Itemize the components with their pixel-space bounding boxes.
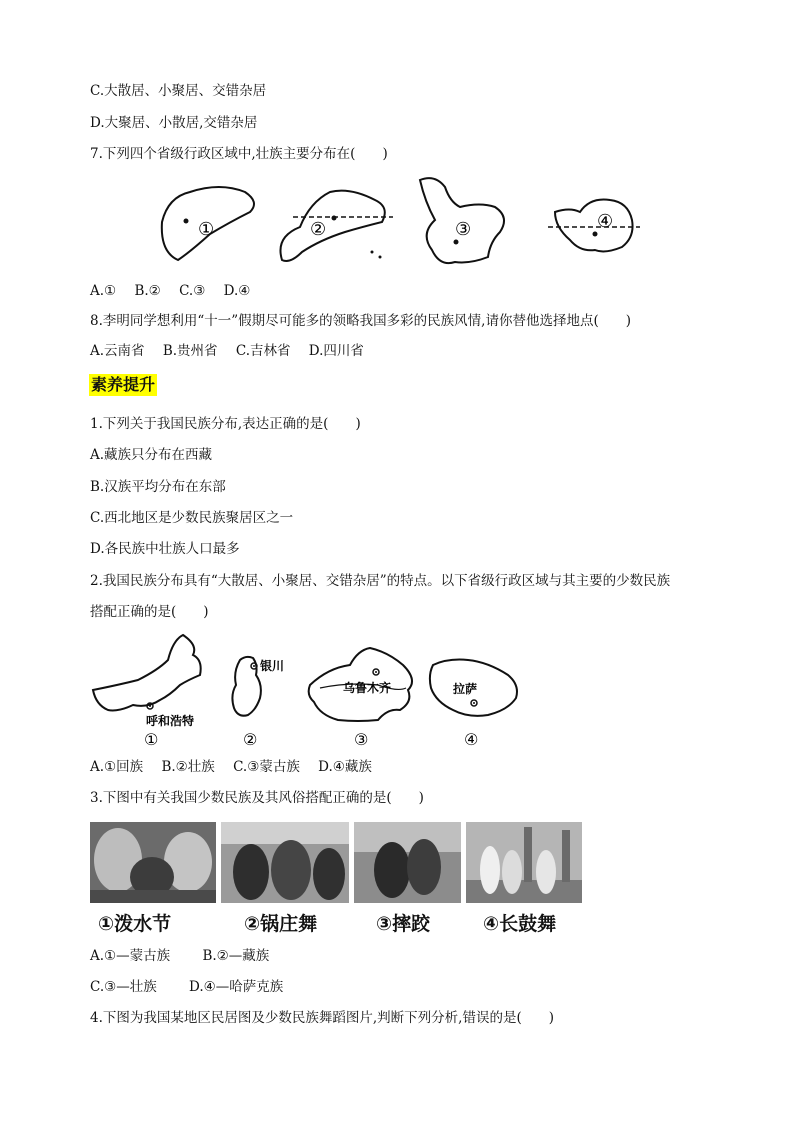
q7-option-a[interactable]: A.① — [90, 283, 117, 299]
option-d-prev: D.大聚居、小散居,交错杂居 — [90, 115, 258, 131]
question-8-options — [90, 342, 378, 360]
q3-caption-1: ①泼水节 — [98, 913, 172, 935]
q2-map-2-city-dot-inner — [253, 665, 255, 667]
q3-option-c[interactable]: C.③—壮族 — [90, 979, 157, 995]
q1-option-b[interactable]: B.汉族平均分布在东部 — [90, 479, 226, 495]
q2-map-3-city-label: 乌鲁木齐 — [343, 681, 392, 695]
q7-map-2-outline — [280, 191, 384, 261]
q1-option-c[interactable]: C.西北地区是少数民族聚居区之一 — [90, 510, 294, 526]
q1-option-d[interactable]: D.各民族中壮族人口最多 — [90, 541, 240, 557]
question-3-stem: 3.下图中有关我国少数民族及其风俗搭配正确的是( ) — [90, 790, 424, 806]
q7-province-maps — [150, 172, 650, 272]
q2-map-3-number: ③ — [354, 730, 369, 749]
question-7-options — [90, 282, 264, 300]
q8-option-b[interactable]: B.贵州省 — [162, 343, 218, 359]
q3-photo-2 — [221, 822, 349, 903]
q2-option-b[interactable]: B.②壮族 — [161, 759, 215, 775]
q8-option-d[interactable]: D.四川省 — [308, 343, 364, 359]
q1-option-a[interactable]: A.藏族只分布在西藏 — [90, 447, 213, 463]
q3-photo-3 — [354, 822, 461, 903]
q7-map-4-label: ④ — [597, 211, 614, 232]
q3-option-d[interactable]: D.④—哈萨克族 — [189, 979, 284, 995]
question-3-options-line2 — [90, 978, 297, 996]
q7-map-1-dot — [184, 219, 189, 224]
question-4-stem: 4.下图为我国某地区民居图及少数民族舞蹈图片,判断下列分析,错误的是( ) — [90, 1010, 554, 1026]
q2-map-3-city-dot-inner — [375, 671, 377, 673]
q7-map-2-island-1 — [371, 251, 374, 254]
q3-caption-3: ③摔跤 — [376, 913, 431, 935]
q7-map-2-dot — [332, 216, 337, 221]
question-8-stem: 8.李明同学想利用“十一”假期尽可能多的领略我国多彩的民族风情,请你替他选择地点( ) — [90, 313, 632, 329]
question-2-stem-line2: 搭配正确的是( ) — [90, 604, 209, 620]
question-3-options-line1 — [90, 947, 283, 965]
photo-long-drum-dance-image — [466, 822, 582, 903]
q3-photo-4 — [466, 822, 582, 903]
q2-province-maps — [88, 630, 528, 750]
q7-map-4-outline — [555, 200, 633, 252]
q2-option-d[interactable]: D.④藏族 — [318, 759, 372, 775]
q8-option-a[interactable]: A.云南省 — [90, 343, 145, 359]
q2-map-4-number: ④ — [464, 730, 479, 749]
q7-map-3-dot — [454, 240, 459, 245]
q8-option-c[interactable]: C.吉林省 — [235, 343, 291, 359]
q7-map-4-dot — [593, 232, 598, 237]
q2-map-1-outline — [93, 635, 201, 710]
q7-option-c[interactable]: C.③ — [179, 283, 206, 299]
q2-option-c[interactable]: C.③蒙古族 — [233, 759, 300, 775]
q2-map-1-city-label: 呼和浩特 — [146, 714, 195, 728]
photo-water-festival-image — [90, 822, 216, 903]
q7-option-d[interactable]: D.④ — [223, 283, 251, 299]
question-2-options — [90, 758, 386, 776]
q3-caption-4: ④长鼓舞 — [483, 913, 557, 935]
q2-map-4-city-dot-inner — [473, 702, 475, 704]
q7-map-2-label: ② — [310, 219, 327, 240]
photo-guozhuang-dance-image — [221, 822, 349, 903]
q2-map-4-city-label: 拉萨 — [453, 682, 478, 696]
q3-photo-1 — [90, 822, 216, 903]
q7-map-3-label: ③ — [455, 219, 472, 240]
option-c-prev: C.大散居、小聚居、交错杂居 — [90, 83, 267, 99]
q3-option-a[interactable]: A.①—蒙古族 — [90, 948, 171, 964]
q2-map-1-city-dot-inner — [149, 705, 151, 707]
q2-map-1-number: ① — [144, 730, 159, 749]
q7-option-b[interactable]: B.② — [134, 283, 161, 299]
q7-map-1-label: ① — [198, 219, 215, 240]
q2-option-a[interactable]: A.①回族 — [90, 759, 144, 775]
q2-map-2-number: ② — [243, 730, 258, 749]
q3-caption-2: ②锅庄舞 — [244, 913, 318, 935]
question-2-stem-line1: 2.我国民族分布具有“大散居、小聚居、交错杂居”的特点。以下省级行政区域与其主要的少数民族 — [90, 573, 671, 589]
q2-map-2-city-label: 银川 — [260, 659, 285, 673]
q3-option-b[interactable]: B.②—藏族 — [202, 948, 270, 964]
photo-wrestling-image — [354, 822, 461, 903]
question-7-stem: 7.下列四个省级行政区域中,壮族主要分布在( ) — [90, 146, 388, 162]
section-title: 素养提升 — [91, 375, 156, 394]
question-1-stem: 1.下列关于我国民族分布,表达正确的是( ) — [90, 416, 361, 432]
q7-map-2-island-2 — [379, 256, 382, 259]
